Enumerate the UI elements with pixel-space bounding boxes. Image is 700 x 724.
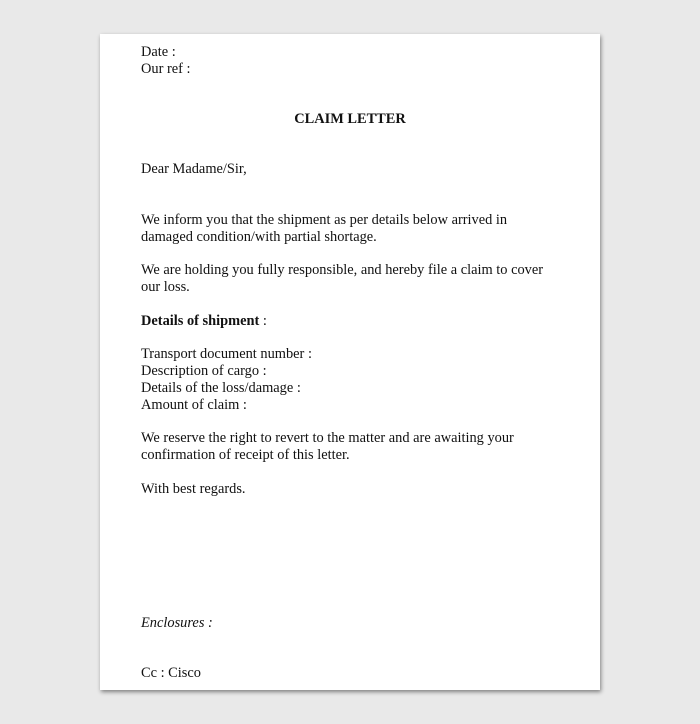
paragraph-2-line-2: our loss.: [141, 279, 190, 295]
letter-page: [100, 34, 600, 690]
cc-line: Cc : Cisco: [141, 665, 201, 681]
closing: With best regards.: [141, 481, 246, 497]
date-label: Date :: [141, 44, 176, 60]
details-heading-text: Details of shipment: [141, 313, 260, 329]
field-transport-document: Transport document number :: [141, 346, 312, 362]
details-heading: [141, 313, 267, 330]
paragraph-1-line-1: We inform you that the shipment as per details below arrived in: [141, 212, 508, 228]
our-ref-label: Our ref :: [141, 61, 191, 77]
field-description-cargo: Description of cargo :: [141, 363, 267, 379]
paragraph-3-line-1: We reserve the right to revert to the matter and are awaiting your: [141, 430, 514, 446]
paragraph-2-line-1: We are holding you fully responsible, and hereby file a claim to cover: [141, 262, 544, 278]
field-amount-claim: Amount of claim :: [141, 397, 247, 413]
field-loss-damage: Details of the loss/damage :: [141, 380, 301, 396]
letter-title: CLAIM LETTER: [294, 111, 406, 127]
paragraph-1-line-2: damaged condition/with partial shortage.: [141, 229, 377, 245]
paragraph-3-line-2: confirmation of receipt of this letter.: [141, 447, 350, 463]
enclosures-label: Enclosures :: [141, 615, 213, 631]
details-heading-colon: :: [259, 313, 267, 329]
salutation: Dear Madame/Sir,: [141, 161, 247, 177]
